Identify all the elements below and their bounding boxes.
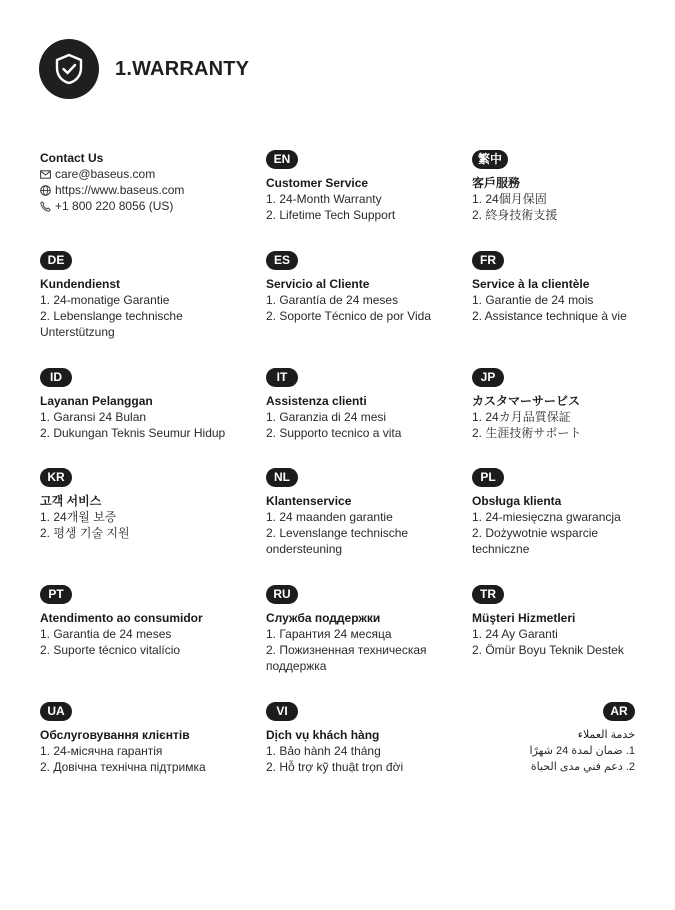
support-line: 2. Supporto tecnico a vita (266, 426, 402, 440)
support-line: 2. Dożywotnie wsparcie techniczne (472, 526, 599, 556)
language-badge-pt: PT (40, 585, 72, 604)
language-badge-pl: PL (472, 468, 504, 487)
language-badge-ar: AR (603, 702, 635, 721)
email-row (40, 166, 245, 182)
section-ar (432, 702, 635, 775)
support-line: 2. Lebenslange technische Unterstützung (40, 309, 183, 339)
page-title: 1.WARRANTY (115, 57, 250, 80)
support-line: 2. Assistance technique à vie (472, 309, 627, 323)
service-title: خدمة العملاء (577, 729, 635, 741)
support-line: 2. 生涯技術サポート (472, 426, 582, 440)
service-title: Assistenza clienti (266, 394, 367, 408)
service-title: Servicio al Cliente (266, 277, 370, 291)
warranty-line: 1. Garanzia di 24 mesi (266, 410, 387, 424)
globe-icon (40, 185, 51, 196)
support-line: 2. Пожизненная техническая поддержка (266, 643, 427, 673)
support-line: 2. Ömür Boyu Teknik Destek (472, 643, 624, 657)
service-title: カスタマーサービス (472, 394, 581, 408)
warranty-line: 1. 24 Ay Garanti (472, 627, 558, 641)
language-badge-ru: RU (266, 585, 298, 604)
service-title: 고객 서비스 (40, 494, 102, 508)
section-en (266, 150, 471, 223)
warranty-line: 1. 24カ月品質保証 (472, 410, 571, 424)
service-title: Service à la clientèle (472, 277, 590, 291)
warranty-line: 1. Гарантия 24 месяца (266, 627, 392, 641)
language-badge-kr: KR (40, 468, 72, 487)
warranty-line: 1. 24 maanden garantie (266, 510, 393, 524)
warranty-line: 1. Bảo hành 24 tháng (266, 744, 381, 758)
warranty-line: 1. Garantía de 24 meses (266, 293, 399, 307)
website-link[interactable]: https://www.baseus.com (55, 183, 185, 197)
language-badge-tr: TR (472, 585, 504, 604)
warranty-line: 1. ضمان لمدة 24 شهرًا (529, 745, 635, 757)
support-line: 2. Soporte Técnico de por Vida (266, 309, 431, 323)
section-nl (266, 468, 471, 557)
email-link[interactable]: care@baseus.com (55, 167, 156, 181)
section-es (266, 251, 471, 324)
section-zh (472, 150, 675, 223)
language-badge-nl: NL (266, 468, 298, 487)
language-badge-ua: UA (40, 702, 72, 721)
service-title: Служба поддержки (266, 611, 381, 625)
warranty-line: 1. 24-місячна гарантія (40, 744, 163, 758)
section-ua (40, 702, 245, 775)
language-badge-it: IT (266, 368, 298, 387)
service-title: Dịch vụ khách hàng (266, 728, 380, 742)
warranty-line: 1. 24個月保固 (472, 192, 547, 206)
language-badge-en: EN (266, 150, 298, 169)
phone-number: +1 800 220 8056 (US) (55, 199, 174, 213)
service-title: Obsługa klienta (472, 494, 562, 508)
service-title: Atendimento ao consumidor (40, 611, 203, 625)
warranty-line: 1. 24-Month Warranty (266, 192, 382, 206)
service-title: Klantenservice (266, 494, 352, 508)
phone-row (40, 198, 245, 214)
section-ru (266, 585, 471, 674)
language-badge-es: ES (266, 251, 298, 270)
service-title: 客戶服務 (472, 176, 521, 190)
section-fr (472, 251, 675, 324)
warranty-line: 1. Garantia de 24 meses (40, 627, 172, 641)
section-kr (40, 468, 245, 541)
section-id (40, 368, 245, 441)
support-line: 2. 終身技術支援 (472, 208, 558, 222)
language-badge-zh: 繁中 (472, 150, 508, 169)
service-title: Müşteri Hizmetleri (472, 611, 576, 625)
contact-section (40, 150, 245, 214)
website-row (40, 182, 245, 198)
warranty-line: 1. 24-miesięczna gwarancja (472, 510, 621, 524)
support-line: 2. Довічна технічна підтримка (40, 760, 206, 774)
language-badge-fr: FR (472, 251, 504, 270)
phone-icon (40, 201, 51, 212)
warranty-line: 1. Garantie de 24 mois (472, 293, 594, 307)
section-tr (472, 585, 675, 658)
page-header (39, 39, 249, 99)
shield-check-icon (39, 39, 99, 99)
warranty-line: 1. 24개월 보증 (40, 510, 117, 524)
language-badge-id: ID (40, 368, 72, 387)
support-line: 2. Suporte técnico vitalício (40, 643, 181, 657)
service-title: Обслуговування клієнтів (40, 728, 190, 742)
warranty-line: 1. 24-monatige Garantie (40, 293, 170, 307)
service-title: Layanan Pelanggan (40, 394, 153, 408)
mail-icon (40, 169, 51, 180)
support-line: 2. 평생 기술 지원 (40, 526, 130, 540)
support-line: 2. Dukungan Teknis Seumur Hidup (40, 426, 226, 440)
service-title: Kundendienst (40, 277, 120, 291)
section-pl (472, 468, 675, 557)
language-badge-jp: JP (472, 368, 504, 387)
warranty-line: 1. Garansi 24 Bulan (40, 410, 147, 424)
support-line: 2. Levenslange technische ondersteuning (266, 526, 409, 556)
section-pt (40, 585, 245, 658)
contact-title: Contact Us (40, 151, 104, 165)
section-jp (472, 368, 675, 441)
support-line: 2. Lifetime Tech Support (266, 208, 396, 222)
language-badge-de: DE (40, 251, 72, 270)
section-de (40, 251, 245, 340)
language-badge-vi: VI (266, 702, 298, 721)
service-title: Customer Service (266, 176, 369, 190)
section-it (266, 368, 471, 441)
support-line: 2. دعم فني مدى الحياة (530, 761, 635, 773)
support-line: 2. Hỗ trợ kỹ thuật trọn đời (266, 760, 404, 774)
